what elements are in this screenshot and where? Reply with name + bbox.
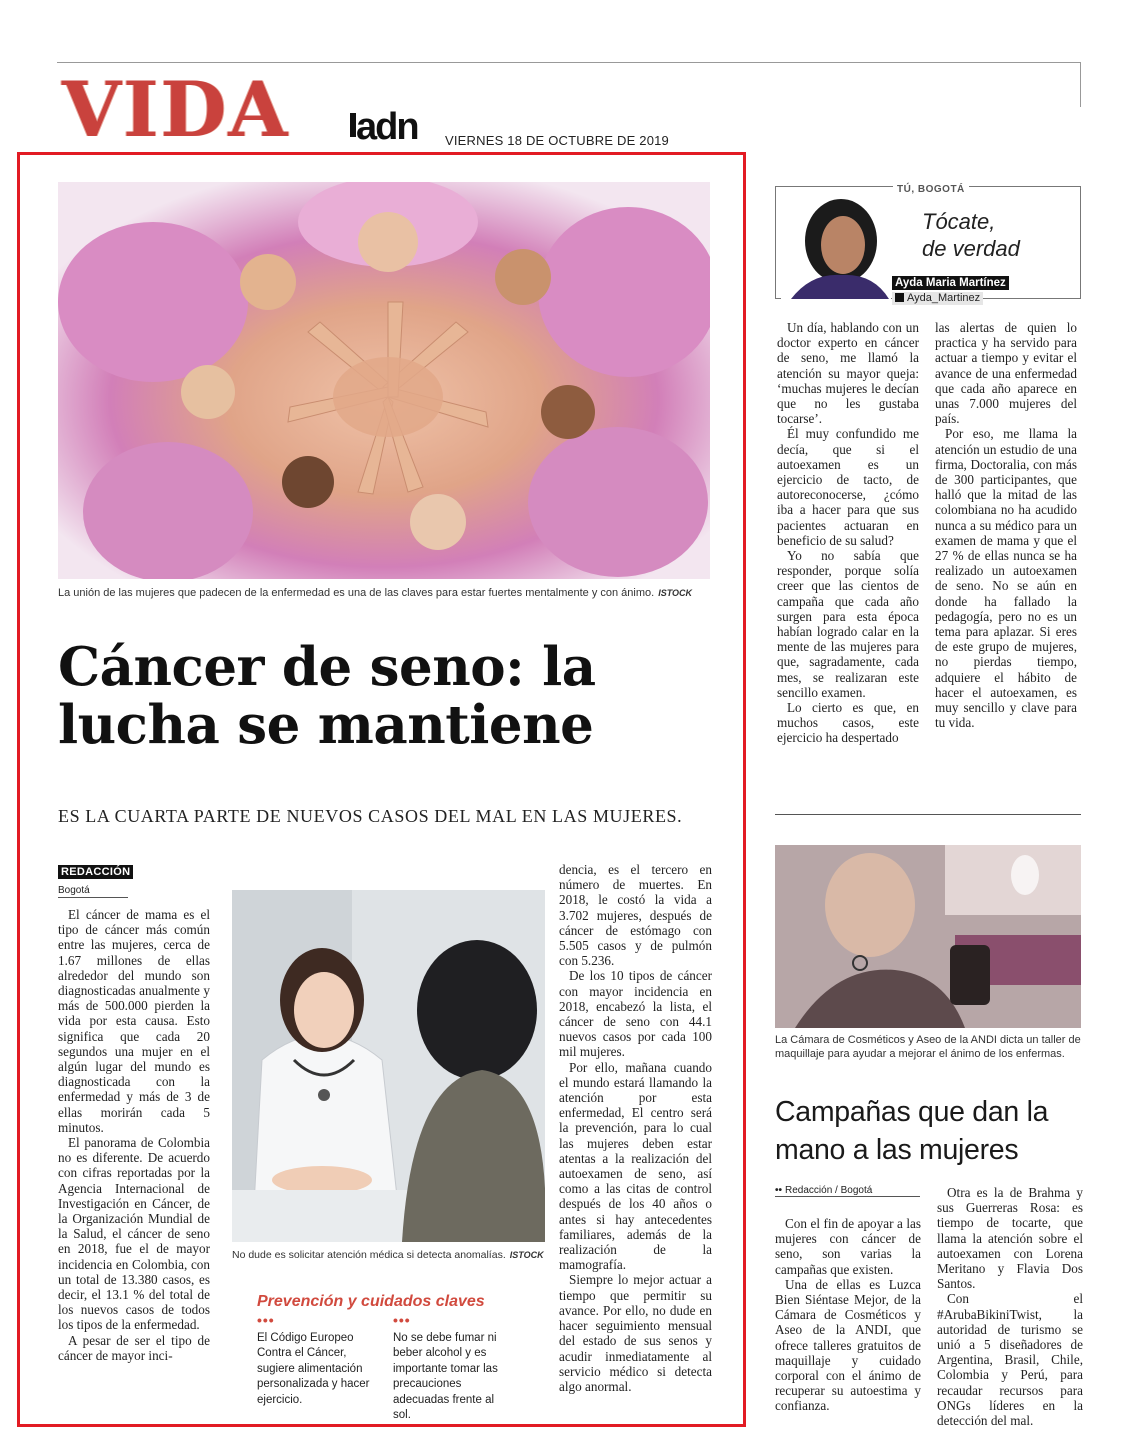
- makeup-photo-caption: La Cámara de Cosméticos y Aseo de la ANDI dicta un taller de maquillaje para ayudar a mejorar el ánimo de los enfermas.: [775, 1034, 1081, 1060]
- headline-line-1: Cáncer de seno: la: [58, 636, 596, 698]
- main-photo-caption-text: La unión de las mujeres que padecen de la enfermedad es una de las claves para estar fuertes mentalmente y con ánimo.: [58, 587, 655, 599]
- opinion-paragraph: Yo no sabía que responder, porque solía creer que las cientos de campaña que cada año surgen para esta época habían logrado calar en la mente de las mujeres para que, sagradamente, cada mes, se realizaran este sencillo examen.: [777, 548, 919, 700]
- byline-location: Bogotá: [58, 885, 128, 898]
- author-handle: [892, 292, 983, 305]
- sidebar-paragraph: Con el fin de apoyar a las mujeres con cáncer de seno, son varias la campañas que existen.: [775, 1216, 921, 1277]
- author-avatar: [781, 193, 891, 299]
- main-photo-credit: ISTOCK: [658, 588, 693, 598]
- article-paragraph: dencia, es el tercero en número de muertes. En 2018, le costó la vida a 3.702 mujeres, después de cáncer de estómago con 5.505 casos y de pulmón con 5.236.: [559, 862, 712, 969]
- opinion-paragraph: Un día, hablando con un doctor experto en cáncer de seno, me llamó la atención su mayor queja: ‘muchas mujeres le decían que no les gustaba tocarse’.: [777, 320, 919, 427]
- article-paragraph: El panorama de Colombia no es diferente. De acuerdo con cifras reportadas por la Agencia Internacional de Investigación en Cáncer, de la Organización Mundial de la Salud, el cáncer de seno en 2018, fue el de mayor incidencia en Colombia, con un total de 13.380 casos, es decir, el 13.1 % del total de los nuevos casos de todos los tipos de la enfermedad.: [58, 1135, 210, 1333]
- opinion-column-right: [935, 320, 1077, 730]
- opinion-paragraph: Por eso, me llama la atención un estudio de una firma, Doctoralia, con más de 300 participantes, que halló que la mitad de las colombiana no ha acudido nunca a su médico para un examen de mama y que el 27 % de ellas nunca se ha realizado un autoexamen de seno. No se aún en donde ha fallado la pedagogía, pero no es un tema para aplazar. Si eres de este grupo de mujeres, no pierdas tiempo, adquiere el hábito de hacer el autoexamen, es muy sencillo y clave para tu vida.: [935, 426, 1077, 731]
- box-item-1: El Código Europeo Contra el Cáncer, sugiere alimentación personalizada y hacer ejercicio.: [257, 1332, 370, 1406]
- sidebar-column-right: [937, 1185, 1083, 1428]
- article-paragraph: Por ello, mañana cuando el mundo estará llamando la atención por esta enfermedad, El centro será la prevención, para lo cual las mujeres deben estar atentas a la realización del autoexamen de seno, así como a las citas de control después de los 40 años o antes si hay antecedentes familiares, además de la realización de la mamografía.: [559, 1059, 712, 1273]
- section-divider: [775, 814, 1081, 815]
- makeup-workshop-illustration: [775, 845, 1081, 1028]
- doctor-photo-caption: [232, 1248, 544, 1262]
- article-column-1: [58, 907, 210, 1363]
- opinion-title-line-2: de verdad: [922, 236, 1020, 261]
- sidebar-paragraph: Otra es la de Brahma y sus Guerreras Rosa: es tiempo de tocarte, que llama la atención sobre el autoexamen con Lorena Meritano y Flavia Dos Santos.: [937, 1185, 1083, 1292]
- box-bullet-icon: •••: [393, 1312, 411, 1328]
- twitter-icon: [895, 293, 904, 302]
- author-name: Ayda Maria Martínez: [892, 276, 1009, 290]
- sidebar-paragraph: Una de ellas es Luzca Bien Siéntase Mejor, de la Cámara de Cosméticos y Aseo de la ANDI, que ofrece talleres gratuitos de maquillaje y cuidado corporal con el ánimo de recuperar su autoestima y confianza.: [775, 1276, 921, 1414]
- dateline: VIERNES 18 DE OCTUBRE DE 2019: [445, 133, 669, 148]
- author-handle-text: Ayda_Martinez: [907, 292, 981, 304]
- doctor-photo-credit: ISTOCK: [509, 1250, 544, 1260]
- article-paragraph: De los 10 tipos de cáncer con mayor incidencia en 2018, encabezó la lista, el cáncer de seno con 44.1 nuevos casos por cada 100 mil mujeres.: [559, 968, 712, 1060]
- box-item-2: No se debe fumar ni beber alcohol y es importante tomar las precauciones adecuadas frente al sol.: [393, 1332, 498, 1422]
- section-title: VIDA: [62, 65, 290, 154]
- doctor-photo-caption-text: No dude es solicitar atención médica si detecta anomalías.: [232, 1249, 506, 1261]
- headline-line-2: lucha se mantiene: [58, 694, 594, 756]
- byline-dots-icon: ••: [775, 1185, 783, 1196]
- sidebar-column-left: [775, 1216, 921, 1414]
- box-bullet-icon: •••: [257, 1312, 275, 1328]
- opinion-column-left: [777, 320, 919, 746]
- opinion-title-line-1: Tócate,: [922, 209, 996, 234]
- box-title: Prevención y cuidados claves: [257, 1293, 485, 1310]
- article-column-3: [559, 862, 712, 1394]
- article-subhead: ES LA CUARTA PARTE DE NUEVOS CASOS DEL MAL EN LAS MUJERES.: [58, 806, 683, 826]
- byline-tag: REDACCIÓN: [58, 865, 133, 879]
- article-byline: [58, 862, 133, 898]
- makeup-photo: [775, 845, 1081, 1028]
- sidebar-headline-line-2: mano a las mujeres: [775, 1134, 1019, 1166]
- women-hands-illustration: [58, 182, 710, 579]
- opinion-title: [922, 208, 1020, 262]
- sidebar-headline-line-1: Campañas que dan la: [775, 1096, 1049, 1128]
- doctor-patient-illustration: [232, 890, 545, 1242]
- article-headline: [58, 638, 738, 754]
- opinion-paragraph: Él muy confundido me decía, que si el autoexamen es un ejercicio de tacto, de autoreconocerse, ¿cómo iba a hacer para que sus pacientes actuaran en beneficio de su salud?: [777, 426, 919, 548]
- sidebar-headline: [775, 1093, 1085, 1169]
- author-portrait-illustration: [781, 193, 891, 299]
- top-rule-edge: [1080, 62, 1081, 107]
- main-photo: [58, 182, 710, 579]
- sidebar-paragraph: Con el #ArubaBikiniTwist, la autoridad de turismo se unió a 5 diseñadores de Argentina, Brasil, Chile, Colombia y Perú, para recaudar recursos para ONGs líderes en la detección del mal.: [937, 1291, 1083, 1429]
- opinion-kicker: TÚ, BOGOTÁ: [893, 184, 969, 195]
- doctor-photo: [232, 890, 545, 1242]
- article-paragraph: Siempre lo mejor actuar a tiempo que permitir su avance. Por ello, no dude en hacer seguimiento mensual del estado de sus senos y acudir inmediatamente al servicio médico si detecta algo anormal.: [559, 1272, 712, 1394]
- opinion-paragraph: las alertas de quien lo practica y ha servido para actuar a tiempo y evitar el avance de una enfermedad que cada año aparece en unas 7.000 mujeres del país.: [935, 320, 1077, 427]
- main-photo-caption: [58, 586, 692, 600]
- top-rule: [57, 62, 1081, 63]
- opinion-paragraph: Lo cierto es que, en muchos casos, este ejercicio ha despertado: [777, 700, 919, 746]
- sidebar-byline-text: Redacción / Bogotá: [785, 1185, 873, 1196]
- article-paragraph: El cáncer de mama es el tipo de cáncer más común entre las mujeres, cerca de 1.67 millones de ellas alrededor del mundo son diagnosticadas anualmente y más de 500.000 pierden la vida por esta causa. Esto significa que cada 20 segundos una mujer en el algún lugar del mundo es diagnosticada con la enfermedad y más de 3 de ellas morirán cada 5 minutos.: [58, 907, 210, 1135]
- publication-logo: adn: [356, 106, 418, 148]
- sidebar-byline: [775, 1185, 920, 1197]
- article-paragraph: A pesar de ser el tipo de cáncer de mayor inci-: [58, 1332, 210, 1363]
